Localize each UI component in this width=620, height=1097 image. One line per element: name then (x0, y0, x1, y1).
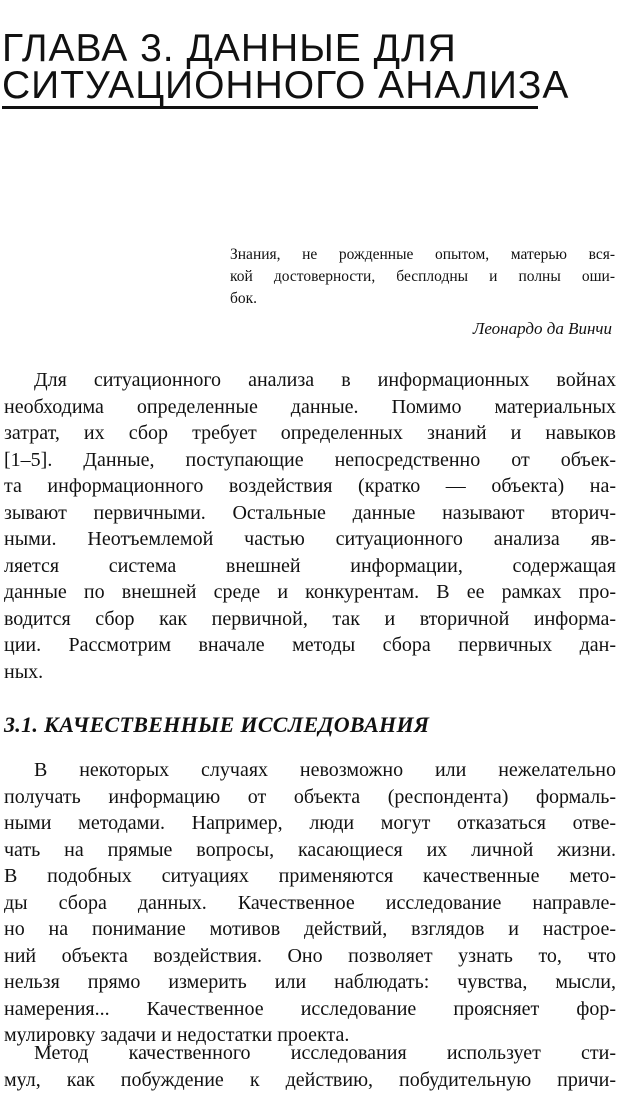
text-line: необходима определенные данные. Помимо материальных (4, 395, 616, 418)
text-line: ными методами. Например, люди могут отказаться отве- (4, 812, 616, 834)
text-line: мул, как побуждение к действию, побудительную причи- (4, 1068, 616, 1091)
text-line: ляется система внешней информации, содержащая (4, 554, 616, 577)
text-line: водится сбор как первичной, так и вторичной информа- (4, 607, 616, 630)
text-line: ными. Неотъемлемой частью ситуационного анализа яв- (4, 528, 616, 550)
text-line: намерения... Качественное исследование проясняет фор- (4, 997, 616, 1020)
text-line: нельзя прямо измерить или наблюдать: чувства, мысли, (4, 971, 616, 993)
text-line: ний объекта воздействия. Оно позволяет узнать то, что (4, 944, 616, 967)
section-heading: 3.1. КАЧЕСТВЕННЫЕ ИССЛЕДОВАНИЯ (4, 712, 430, 737)
text-line: зывают первичными. Остальные данные называют вторич- (4, 501, 616, 524)
text-line: затрат, их сбор требует определенных знаний и навыков (4, 422, 616, 444)
text-line: данные по внешней среде и конкурентам. В ее рамках про- (4, 581, 616, 603)
chapter-title-line-1: ГЛАВА 3. ДАННЫЕ ДЛЯ (2, 27, 457, 70)
text-line: ных. (4, 660, 44, 683)
chapter-title (2, 27, 570, 109)
epigraph-line: кой достоверности, бесплодны и полны оши- (230, 268, 615, 285)
paragraph-method (4, 1040, 616, 1093)
chapter-title-line-2: СИТУАЦИОННОГО АНАЛИЗА (2, 64, 570, 107)
text-line: ды сбора данных. Качественное исследование направле- (4, 891, 616, 914)
text-line: В некоторых случаях невозможно или нежелательно (34, 759, 616, 781)
text-line: [1–5]. Данные, поступающие непосредственно от объек- (4, 448, 616, 471)
paragraph-qualitative (4, 757, 616, 1049)
text-line: Метод качественного исследования использует сти- (34, 1042, 616, 1064)
epigraph-author: Леонардо да Винчи (472, 319, 612, 338)
text-line: та информационного воздействия (кратко — объекта) на- (4, 475, 616, 497)
text-line: получать информацию от объекта (респондента) формаль- (4, 785, 616, 808)
text-line: Для ситуационного анализа в информационных войнах (34, 369, 616, 391)
text-line: ции. Рассмотрим вначале методы сбора первичных дан- (4, 634, 616, 656)
paragraph-intro (4, 367, 616, 685)
text-line: В подобных ситуациях применяются качественные мето- (4, 865, 616, 887)
text-line: мулировку задачи и недостатки проекта. (4, 1024, 350, 1046)
text-line: чать на прямые вопросы, касающиеся их личной жизни. (4, 838, 616, 861)
epigraph (230, 244, 615, 310)
text-line: но на понимание мотивов действий, взглядов и настрое- (4, 918, 616, 940)
epigraph-line: Знания, не рожденные опытом, матерью вся- (230, 246, 615, 263)
epigraph-line: бок. (230, 290, 258, 307)
